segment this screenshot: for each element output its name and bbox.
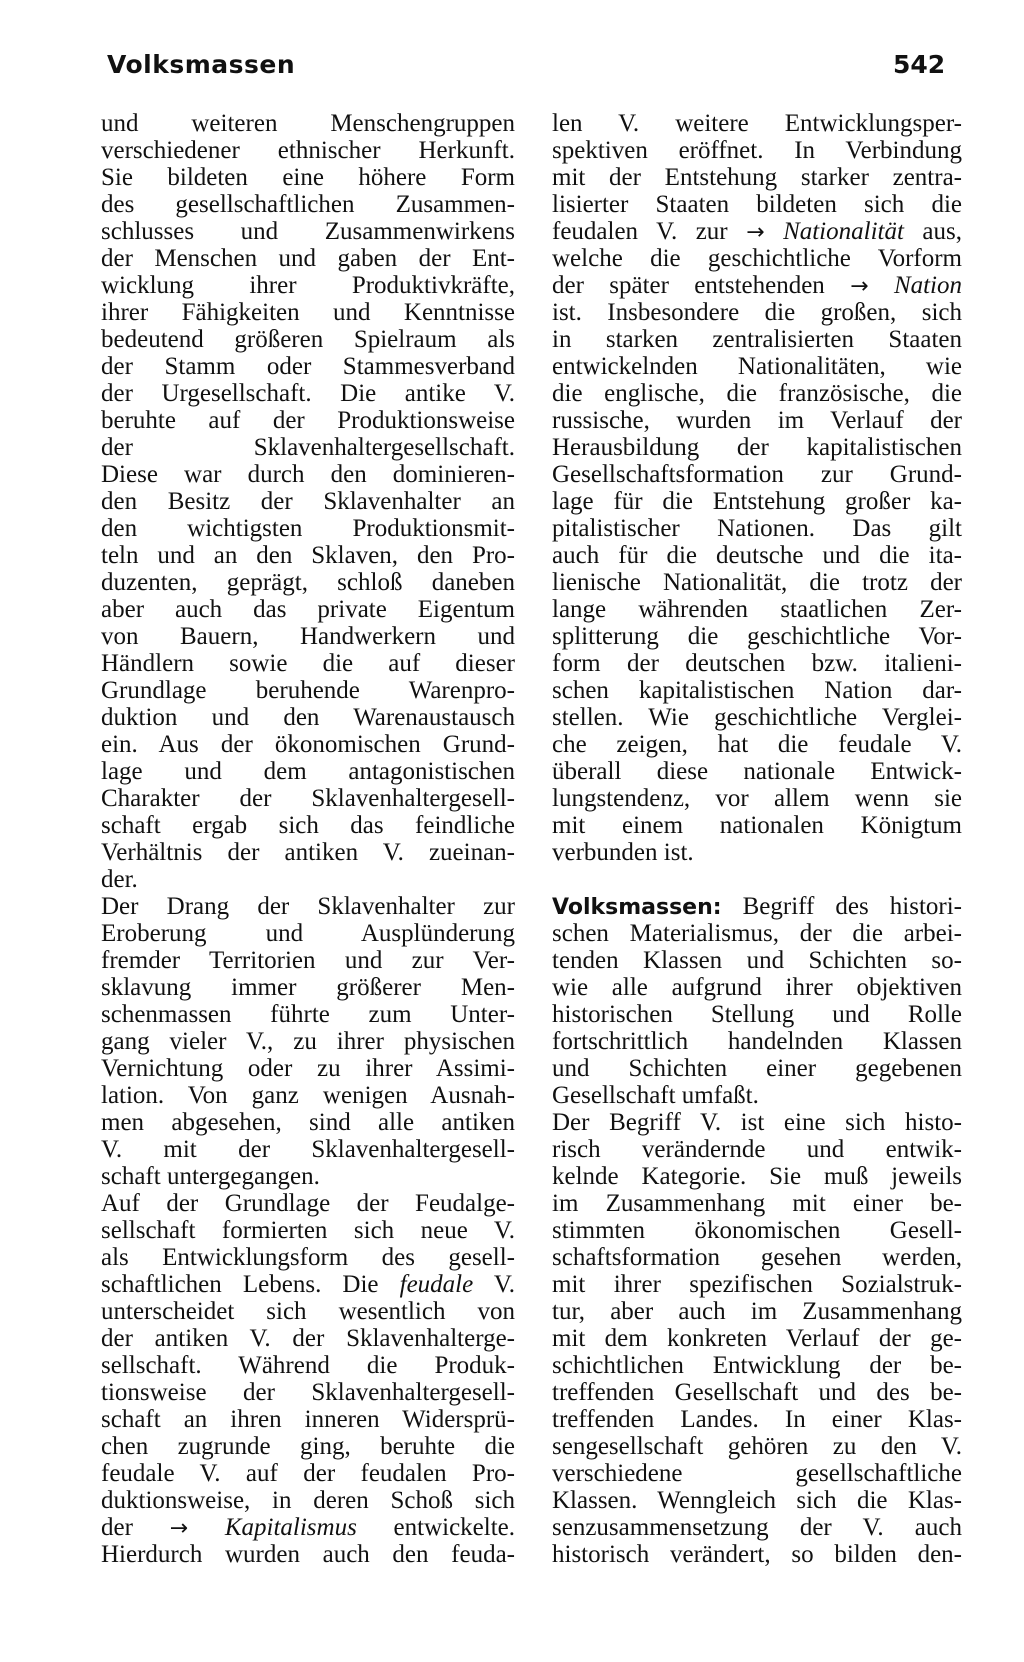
text-line: verschiedener ethnischer Herkunft.	[101, 137, 515, 164]
text-line: Hierdurch wurden auch den feuda-	[101, 1541, 515, 1568]
text-line: stellen. Wie geschichtliche Verglei-	[552, 704, 962, 731]
text-line: Gesellschaft umfaßt.	[552, 1082, 759, 1109]
text-line: Gesellschaftsformation zur Grund-	[552, 461, 962, 488]
text-line: senzusammensetzung der V. auch	[552, 1514, 962, 1541]
text-line: men abgesehen, sind alle antiken	[101, 1109, 515, 1136]
text-line: beruhte auf der Produktionsweise	[101, 407, 515, 434]
text-line: schen Materialismus, der die arbei-	[552, 920, 962, 947]
text-line: schaft untergegangen.	[101, 1163, 320, 1190]
text-line: Der Begriff V. ist eine sich histo-	[552, 1109, 962, 1136]
text-line: Grundlage beruhende Warenpro-	[101, 677, 515, 704]
text-segment: entwickelte.	[393, 1514, 516, 1541]
text-line: unterscheidet sich wesentlich von	[101, 1298, 515, 1325]
text-line: wie alle aufgrund ihrer objektiven	[552, 974, 962, 1001]
text-line: bedeutend größeren Spielraum als	[101, 326, 515, 353]
text-line: verbunden ist.	[552, 839, 694, 866]
text-line: die englische, die französische, die	[552, 380, 962, 407]
text-line: Charakter der Sklavenhaltergesell-	[101, 785, 515, 812]
text-line: risch verändernde und entwik-	[552, 1136, 962, 1163]
text-line: als Entwicklungsform des gesell-	[101, 1244, 515, 1271]
left-column	[101, 110, 515, 1568]
text-line: treffenden Gesellschaft und des be-	[552, 1379, 962, 1406]
text-line: fremder Territorien und zur Ver-	[101, 947, 515, 974]
text-line	[552, 218, 962, 245]
text-line: schichtlichen Entwicklung der be-	[552, 1352, 962, 1379]
text-line: Eroberung und Ausplünderung	[101, 920, 515, 947]
text-line: auch für die deutsche und die ita-	[552, 542, 962, 569]
text-line: lienische Nationalität, die trotz der	[552, 569, 962, 596]
text-line: schenmassen führte zum Unter-	[101, 1001, 515, 1028]
text-line: tenden Klassen und Schichten so-	[552, 947, 962, 974]
text-segment: schaftlichen Lebens. Die	[101, 1271, 379, 1298]
text-line: schlusses und Zusammenwirkens	[101, 218, 515, 245]
italic-term: feudale	[399, 1271, 474, 1298]
text-line: Diese war durch den dominieren-	[101, 461, 515, 488]
text-line: historischen Stellung und Rolle	[552, 1001, 962, 1028]
text-line	[552, 893, 962, 920]
text-line: treffenden Landes. In einer Klas-	[552, 1406, 962, 1433]
text-line	[101, 1514, 515, 1541]
text-line: sellschaft formierten sich neue V.	[101, 1217, 515, 1244]
text-line: historisch verändert, so bilden den-	[552, 1541, 962, 1568]
text-line: mit dem konkreten Verlauf der ge-	[552, 1325, 962, 1352]
text-line: lungstendenz, vor allem wenn sie	[552, 785, 962, 812]
right-column	[552, 110, 962, 1568]
text-line: form der deutschen bzw. italieni-	[552, 650, 962, 677]
text-line: len V. weitere Entwicklungsper-	[552, 110, 962, 137]
text-line: pitalistischer Nationen. Das gilt	[552, 515, 962, 542]
text-line: der Menschen und gaben der Ent-	[101, 245, 515, 272]
text-segment: Begriff des histori-	[742, 893, 962, 920]
text-line: sellschaft. Während die Produk-	[101, 1352, 515, 1379]
text-line: kelnde Kategorie. Sie muß jeweils	[552, 1163, 962, 1190]
text-line: schen kapitalistischen Nation dar-	[552, 677, 962, 704]
text-line: splitterung die geschichtliche Vor-	[552, 623, 962, 650]
arrow-icon: →	[850, 274, 869, 299]
text-line: spektiven eröffnet. In Verbindung	[552, 137, 962, 164]
text-line: che zeigen, hat die feudale V.	[552, 731, 962, 758]
text-line: teln und an den Sklaven, den Pro-	[101, 542, 515, 569]
text-line: welche die geschichtliche Vorform	[552, 245, 962, 272]
text-line: sengesellschaft gehören zu den V.	[552, 1433, 962, 1460]
text-line: aber auch das private Eigentum	[101, 596, 515, 623]
text-segment: V.	[493, 1271, 515, 1298]
text-line: russische, wurden im Verlauf der	[552, 407, 962, 434]
text-line: lage für die Entstehung großer ka-	[552, 488, 962, 515]
text-line: von Bauern, Handwerkern und	[101, 623, 515, 650]
text-line: lation. Von ganz wenigen Ausnah-	[101, 1082, 515, 1109]
running-head: Volksmassen	[107, 50, 296, 79]
text-line: im Zusammenhang mit einer be-	[552, 1190, 962, 1217]
entry-separator	[552, 866, 962, 893]
text-line: V. mit der Sklavenhaltergesell-	[101, 1136, 515, 1163]
text-line: den Besitz der Sklavenhalter an	[101, 488, 515, 515]
text-line: der antiken V. der Sklavenhalterge-	[101, 1325, 515, 1352]
text-line: der.	[101, 866, 138, 893]
text-line: ihrer Fähigkeiten und Kenntnisse	[101, 299, 515, 326]
text-line: den wichtigsten Produktionsmit-	[101, 515, 515, 542]
text-line: mit der Entstehung starker zentra-	[552, 164, 962, 191]
text-line: duktion und den Warenaustausch	[101, 704, 515, 731]
text-line: Verhältnis der antiken V. zueinan-	[101, 839, 515, 866]
text-line: Auf der Grundlage der Feudalge-	[101, 1190, 515, 1217]
text-line: duktionsweise, in deren Schoß sich	[101, 1487, 515, 1514]
text-line: chen zugrunde ging, beruhte die	[101, 1433, 515, 1460]
cross-reference-link[interactable]: Nationalität	[783, 218, 904, 245]
text-line: stimmten ökonomischen Gesell-	[552, 1217, 962, 1244]
text-line: und weiteren Menschengruppen	[101, 110, 515, 137]
text-line: schaft an ihren inneren Widersprü-	[101, 1406, 515, 1433]
entry-headword: Volksmassen:	[552, 895, 722, 920]
text-line: mit ihrer spezifischen Sozialstruk-	[552, 1271, 962, 1298]
text-line: Der Drang der Sklavenhalter zur	[101, 893, 515, 920]
text-line: lage und dem antagonistischen	[101, 758, 515, 785]
text-line: Klassen. Wenngleich sich die Klas-	[552, 1487, 962, 1514]
text-line: Vernichtung oder zu ihrer Assimi-	[101, 1055, 515, 1082]
text-line: schaft ergab sich das feindliche	[101, 812, 515, 839]
text-line: schaftsformation gesehen werden,	[552, 1244, 962, 1271]
text-line: feudale V. auf der feudalen Pro-	[101, 1460, 515, 1487]
text-line: der Sklavenhaltergesellschaft.	[101, 434, 515, 461]
text-line: entwickelnden Nationalitäten, wie	[552, 353, 962, 380]
text-line: duzenten, geprägt, schloß daneben	[101, 569, 515, 596]
text-segment: feudalen V. zur	[552, 218, 728, 245]
text-line: der Urgesellschaft. Die antike V.	[101, 380, 515, 407]
text-line: wicklung ihrer Produktivkräfte,	[101, 272, 515, 299]
text-line: der Stamm oder Stammesverband	[101, 353, 515, 380]
text-line: mit einem nationalen Königtum	[552, 812, 962, 839]
arrow-icon: →	[746, 220, 765, 245]
text-line: des gesellschaftlichen Zusammen-	[101, 191, 515, 218]
text-segment: der später entstehenden	[552, 272, 825, 299]
text-line: verschiedene gesellschaftliche	[552, 1460, 962, 1487]
text-segment: der	[101, 1514, 133, 1541]
text-line: ein. Aus der ökonomischen Grund-	[101, 731, 515, 758]
text-line	[552, 272, 962, 299]
text-line: und Schichten einer gegebenen	[552, 1055, 962, 1082]
text-line: Herausbildung der kapitalistischen	[552, 434, 962, 461]
text-line: fortschrittlich handelnden Klassen	[552, 1028, 962, 1055]
text-line: Sie bildeten eine höhere Form	[101, 164, 515, 191]
text-line: tionsweise der Sklavenhaltergesell-	[101, 1379, 515, 1406]
text-line: ist. Insbesondere die großen, sich	[552, 299, 962, 326]
page-number: 542	[893, 50, 946, 79]
text-line: in starken zentralisierten Staaten	[552, 326, 962, 353]
text-line: Händlern sowie die auf dieser	[101, 650, 515, 677]
arrow-icon: →	[169, 1516, 189, 1541]
text-line: tur, aber auch im Zusammenhang	[552, 1298, 962, 1325]
cross-reference-link[interactable]: Kapitalismus	[224, 1514, 357, 1541]
text-line	[101, 1271, 515, 1298]
text-line: gang vieler V., zu ihrer physischen	[101, 1028, 515, 1055]
cross-reference-link[interactable]: Nation	[893, 272, 963, 299]
text-segment: aus,	[922, 218, 962, 245]
text-line: überall diese nationale Entwick-	[552, 758, 962, 785]
text-line: lange währenden staatlichen Zer-	[552, 596, 962, 623]
text-line: lisierter Staaten bildeten sich die	[552, 191, 962, 218]
text-line: sklavung immer größerer Men-	[101, 974, 515, 1001]
